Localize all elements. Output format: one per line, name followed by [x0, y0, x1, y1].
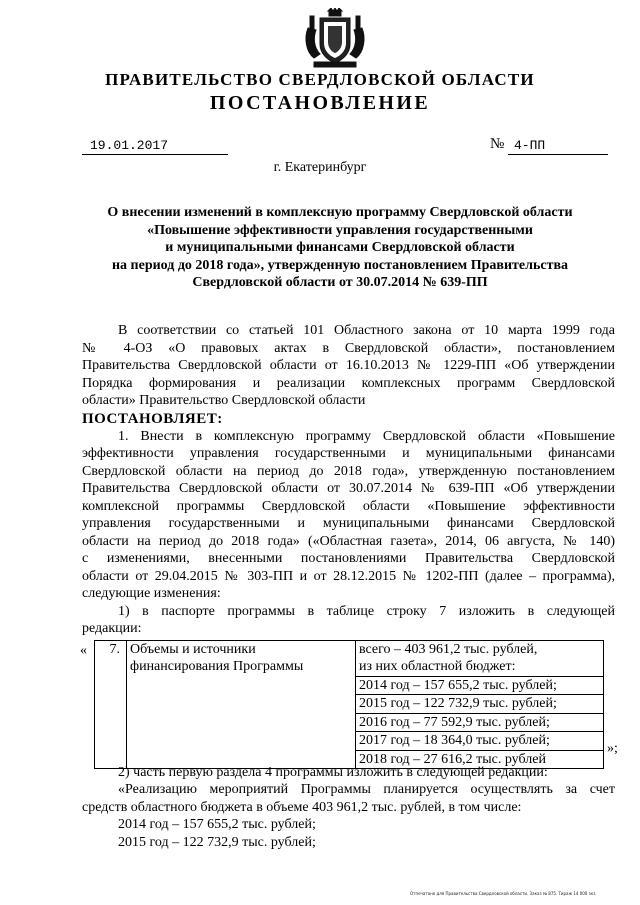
- document-number: 4-ПП: [508, 138, 608, 155]
- quote-line: «Реализацию мероприятий Программы планируется осуществлять за счет: [118, 782, 615, 797]
- sub2-line: 2) часть первую раздела 4 программы изложить в следующей редакции:: [118, 764, 548, 780]
- point1-line: комплексной программы Свердловской области «Повышение эффективности: [82, 498, 615, 514]
- organization-name: ПРАВИТЕЛЬСТВО СВЕРДЛОВСКОЙ ОБЛАСТИ: [105, 70, 535, 89]
- preamble-line: Правительства Свердловской области от 16.10.2013 № 1229-ПП «Об утверждении: [82, 358, 615, 373]
- value-line: 2015 год – 122 732,9 тыс. рублей;: [356, 695, 603, 714]
- preamble-line: В соответствии со статьей 101 Областного закона от 10 марта 1999 года: [118, 323, 615, 338]
- quote-line: 2015 год – 122 732,9 тыс. рублей;: [118, 834, 316, 850]
- row-title: Объемы и источники финансирования Программы: [127, 640, 356, 769]
- preamble-line: области» Правительство Свердловской области: [82, 393, 366, 408]
- value-line: всего – 403 961,2 тыс. рублей,: [359, 641, 538, 657]
- row-number: 7.: [95, 640, 127, 769]
- point1-line: Правительства Свердловской области от 30.07.2014 № 639-ПП «Об утверждении: [82, 481, 615, 496]
- title-line: Свердловской области от 30.07.2014 № 639-ПП: [192, 275, 488, 290]
- point1-line: следующие изменения:: [82, 586, 221, 601]
- title-line: «Повышение эффективности управления государственными: [147, 222, 533, 238]
- table-row: [95, 640, 604, 769]
- city: г. Екатеринбург: [273, 160, 367, 175]
- title-line: на период до 2018 года», утвержденную постановлением Правительства: [111, 257, 569, 273]
- value-line: 2017 год – 18 364,0 тыс. рублей;: [356, 732, 603, 751]
- value-line: 2014 год – 157 655,2 тыс. рублей;: [356, 677, 603, 696]
- document-date: 19.01.2017: [82, 138, 228, 155]
- row-values: [356, 640, 604, 769]
- preamble-line: № 4-ОЗ «О правовых актах в Свердловской области», постановлением: [82, 340, 615, 356]
- number-label: №: [490, 136, 505, 152]
- point1-line: области от 29.04.2015 № 303-ПП и от 28.12.2015 № 1202-ПП (далее – программа),: [82, 568, 615, 584]
- sub1-line: редакции:: [82, 621, 142, 636]
- document-body: [80, 322, 618, 851]
- title-line: и муниципальными финансами Свердловской области: [165, 240, 515, 255]
- table-close-quote: »;: [607, 740, 618, 756]
- table-open-quote: «: [80, 642, 87, 658]
- point1-line: с изменениями, внесенными постановлениями Правительства Свердловской: [82, 551, 615, 566]
- value-line: 2016 год – 77 592,9 тыс. рублей;: [356, 714, 603, 733]
- coat-of-arms-icon: [302, 8, 368, 70]
- title-line: О внесении изменений в комплексную программу Свердловской области: [107, 205, 573, 220]
- preamble-line: Порядка формирования и реализации комплексных программ Свердловской: [82, 375, 615, 391]
- document-type: ПОСТАНОВЛЕНИЕ: [209, 92, 431, 114]
- point1-line: управления государственными и муниципальными финансами Свердловской: [82, 516, 615, 531]
- quote-line: средств областного бюджета в объеме 403 961,2 тыс. рублей, в том числе:: [82, 799, 522, 815]
- decree-word: ПОСТАНОВЛЯЕТ:: [82, 410, 223, 427]
- point1-line: эффективности управления государственными и муниципальными финансами: [82, 446, 615, 461]
- passport-table-block: [80, 640, 618, 767]
- sub1-line: 1) в паспорте программы в таблице строку 7 изложить в следующей: [118, 603, 615, 619]
- value-line: из них областной бюджет:: [356, 658, 603, 677]
- passport-table: [94, 640, 604, 770]
- document-title: [70, 204, 610, 292]
- point1-line: области на период до 2018 года» («Областная газета», 2014, 06 августа, № 140): [82, 533, 615, 549]
- value-line: 2018 год – 27 616,2 тыс. рублей: [359, 751, 546, 767]
- point1-line: 1. Внести в комплексную программу Свердловской области «Повышение: [118, 428, 615, 444]
- quote-line: 2014 год – 157 655,2 тыс. рублей;: [118, 817, 316, 832]
- print-footer: Отпечатано для Правительства Свердловской области. Заказ № 875. Тираж 14 000 экз.: [410, 891, 597, 896]
- point1-line: Свердловской области на период до 2018 года», утвержденную постановлением: [82, 463, 615, 479]
